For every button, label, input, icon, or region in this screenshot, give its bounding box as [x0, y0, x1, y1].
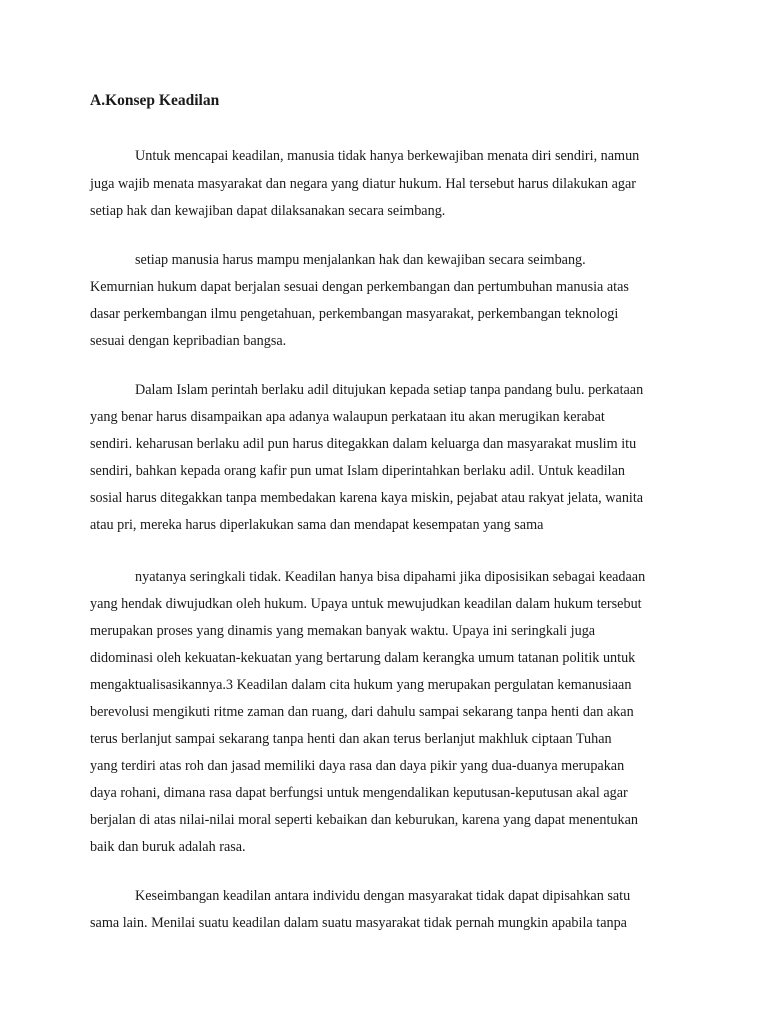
paragraph-2-line-4: sesuai dengan kepribadian bangsa.: [90, 333, 287, 349]
paragraph-3-line-3: sendiri. keharusan berlaku adil pun harus ditegakkan dalam keluarga dan masyarakat muslim itu: [90, 436, 637, 452]
paragraph-4-line-11: baik dan buruk adalah rasa.: [90, 839, 246, 855]
paragraph-5-line-2: sama lain. Menilai suatu keadilan dalam suatu masyarakat tidak pernah mungkin apabila tanpa: [90, 915, 627, 931]
paragraph-2-line-1: setiap manusia harus mampu menjalankan hak dan kewajiban secara seimbang.: [135, 252, 586, 268]
paragraph-4-line-1: nyatanya seringkali tidak. Keadilan hanya bisa dipahami jika diposisikan sebagai keadaan: [135, 569, 646, 585]
section-heading: A.Konsep Keadilan: [90, 92, 220, 109]
paragraph-4-line-4: didominasi oleh kekuatan-kekuatan yang bertarung dalam kerangka umum tatanan politik untuk: [90, 650, 636, 666]
paragraph-4-line-10: berjalan di atas nilai-nilai moral seperti kebaikan dan keburukan, karena yang dapat menentukan: [90, 812, 638, 828]
paragraph-3-line-5: sosial harus ditegakkan tanpa membedakan karena kaya miskin, pejabat atau rakyat jelata, wanita: [90, 490, 644, 506]
paragraph-4-line-3: merupakan proses yang dinamis yang memakan banyak waktu. Upaya ini seringkali juga: [90, 623, 596, 639]
paragraph-3-line-2: yang benar harus disampaikan apa adanya walaupun perkataan itu akan merugikan kerabat: [90, 409, 605, 425]
paragraph-2-line-3: dasar perkembangan ilmu pengetahuan, perkembangan masyarakat, perkembangan teknologi: [90, 306, 619, 322]
paragraph-4-line-8: yang terdiri atas roh dan jasad memiliki daya rasa dan daya pikir yang dua-duanya merupakan: [90, 758, 625, 774]
paragraph-5-line-1: Keseimbangan keadilan antara individu dengan masyarakat tidak dapat dipisahkan satu: [135, 888, 631, 904]
paragraph-1-line-3: setiap hak dan kewajiban dapat dilaksanakan secara seimbang.: [90, 203, 446, 219]
paragraph-1-line-2: juga wajib menata masyarakat dan negara yang diatur hukum. Hal tersebut harus dilakukan agar: [90, 176, 637, 192]
paragraph-4-line-9: daya rohani, dimana rasa dapat berfungsi untuk mengendalikan keputusan-keputusan akal agar: [90, 785, 628, 801]
paragraph-4-line-7: terus berlanjut sampai sekarang tanpa henti dan akan terus berlanjut makhluk ciptaan Tuhan: [90, 731, 612, 747]
paragraph-3-line-1: Dalam Islam perintah berlaku adil ditujukan kepada setiap tanpa pandang bulu. perkataan: [135, 382, 644, 398]
paragraph-4-line-2: yang hendak diwujudkan oleh hukum. Upaya untuk mewujudkan keadilan dalam hukum tersebut: [90, 596, 642, 612]
paragraph-3-line-6: atau pri, mereka harus diperlakukan sama dan mendapat kesempatan yang sama: [90, 517, 544, 533]
paragraph-2-line-2: Kemurnian hukum dapat berjalan sesuai dengan perkembangan dan pertumbuhan manusia atas: [90, 279, 629, 295]
paragraph-4-line-6: berevolusi mengikuti ritme zaman dan ruang, dari dahulu sampai sekarang tanpa henti dan akan: [90, 704, 634, 720]
paragraph-3-line-4: sendiri, bahkan kepada orang kafir pun umat Islam diperintahkan berlaku adil. Untuk keadilan: [90, 463, 626, 479]
paragraph-4-line-5: mengaktualisasikannya.3 Keadilan dalam cita hukum yang merupakan pergulatan kemanusiaan: [90, 677, 632, 693]
paragraph-1-line-1: Untuk mencapai keadilan, manusia tidak hanya berkewajiban menata diri sendiri, namun: [135, 148, 640, 164]
